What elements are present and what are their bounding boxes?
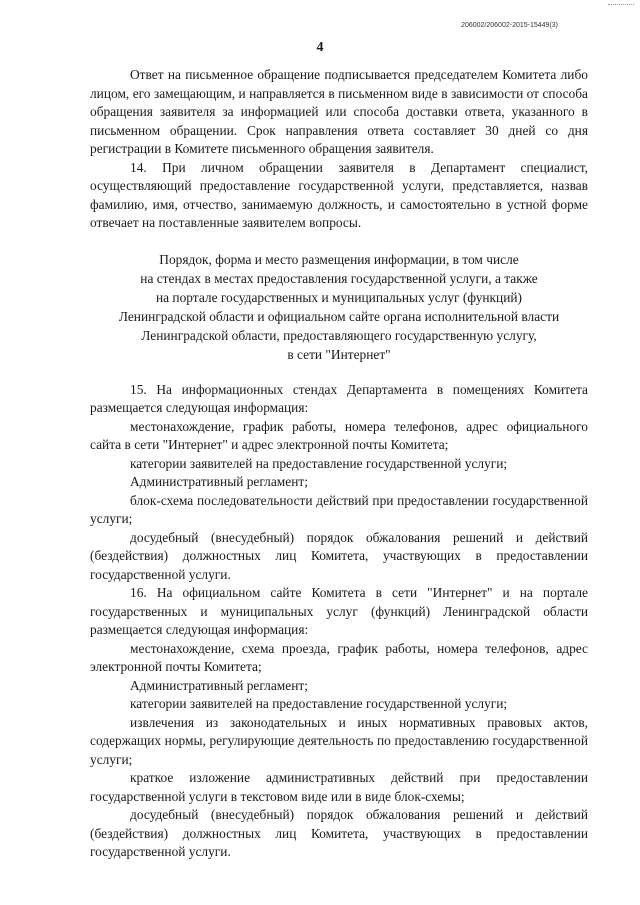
list-item: досудебный (внесудебный) порядок обжалования решений и действий (бездействия) должностных лиц Комитета, участвующих в предоставлении государственной услуги.: [90, 529, 588, 582]
list-item: досудебный (внесудебный) порядок обжалования решений и действий (бездействия) должностных лиц Комитета, участвующих в предоставлении государственной услуги.: [90, 807, 588, 859]
paragraph-response-signing: Ответ на письменное обращение подписывается председателем Комитета либо лицом, его замещающим, и направляется в письменном виде в зависимости от способа обращения заявителя за информацией или способа доставки ответа, указанного в письменном обращении. Срок направления ответа составляет 30 дней со дня регистрации в Комитете письменного обращения заявителя.: [90, 67, 588, 156]
section-heading-line: в сети "Интернет": [287, 346, 391, 362]
paragraph-15: 15. На информационных стендах Департамента в помещениях Комитета размещается следующая информация:: [90, 381, 588, 415]
section-heading-line: на стендах в местах предоставления государственной услуги, а также: [140, 270, 538, 286]
paragraph-16: 16. На официальном сайте Комитета в сети "Интернет" и на портале государственных и муниципальных услуг (функций) Ленинградской области размещается следующая информация:: [90, 585, 588, 637]
document-body: [90, 66, 588, 862]
list-item: местонахождение, схема проезда, график работы, номера телефонов, адрес электронной почты Комитета;: [90, 640, 588, 674]
section-heading-line: на портале государственных и муниципальных услуг (функций): [155, 289, 523, 305]
paragraph-14: 14. При личном обращении заявителя в Департамент специалист, осуществляющий предоставление государственной услуги, представляется, назвав фамилию, имя, отчество, занимаемую должность, и самостоятельно в устной форме отвечает на поставленные заявителем вопросы.: [90, 159, 588, 230]
section-heading: [90, 250, 588, 364]
section-heading-line: Порядок, форма и место размещения информации, в том числе: [159, 251, 519, 267]
list-item: Административный регламент;: [130, 474, 308, 489]
document-code: 206002/206002-2015-15449(3): [461, 22, 558, 29]
list-item: Административный регламент;: [130, 677, 308, 693]
list-item: местонахождение, график работы, номера телефонов, адрес официального сайта в сети "Интернет" и адрес электронной почты Комитета;: [90, 418, 588, 452]
list-item: краткое изложение административных действий при предоставлении государственной услуги в текстовом виде или в виде блок-схемы;: [90, 770, 588, 804]
page-number: 4: [316, 40, 324, 55]
list-item: блок-схема последовательности действий при предоставлении государственной услуги;: [90, 492, 588, 526]
list-item: категории заявителей на предоставление государственной услуги;: [130, 455, 508, 471]
list-item: категории заявителей на предоставление государственной услуги;: [130, 696, 508, 711]
section-heading-line: Ленинградской области, предоставляющего государственную услугу,: [141, 327, 537, 343]
section-heading-line: Ленинградской области и официальном сайте органа исполнительной власти: [118, 308, 560, 324]
list-item: извлечения из законодательных и иных нормативных правовых актов, содержащих нормы, регулирующие деятельность по предоставлению государственной услуги;: [90, 714, 588, 767]
scan-artifact: [608, 4, 634, 7]
